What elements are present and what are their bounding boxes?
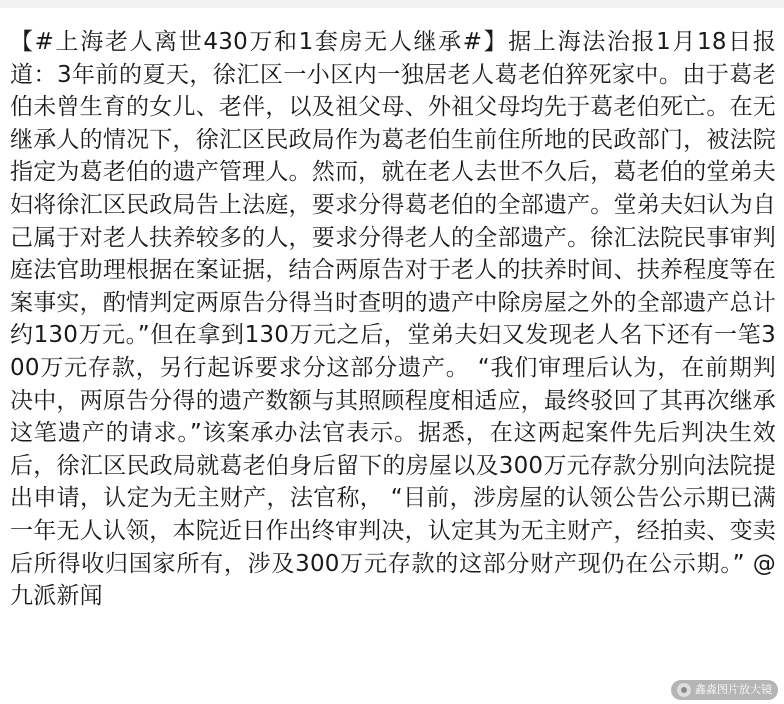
watermark-text: 鑫淼图片放大镜	[695, 683, 772, 696]
news-article-text: 【#上海老人离世430万和1套房无人继承#】据上海法治报1月18日报道：3年前的夏天，徐汇区一小区内一独居老人葛老伯猝死家中。由于葛老伯未曾生育的女儿、老伴，以及祖父母、外祖父母均先于葛老伯死亡。在无继承人的情况下，徐汇区民政局作为葛老伯生前住所地的民政部门，被法院指定为葛老伯的遗产管理人。然而，就在老人去世不久后，葛老伯的堂弟夫妇将徐汇区民政局告上法庭，要求分得葛老伯的全部遗产。堂弟夫妇认为自己属于对老人扶养较多的人，要求分得老人的全部遗产。徐汇法院民事审判庭法官助理根据在案证据，结合两原告对于老人的扶养时间、扶养程度等在案事实，酌情判定两原告分得当时查明的遗产中除房屋之外的全部遗产总计约130万元。”但在拿到130万元之后，堂弟夫妇又发现老人名下还有一笔300万元存款，另行起诉要求分这部分遗产。 “我们审理后认为，在前期判决中，两原告分得的遗产数额与其照顾程度相适应，最终驳回了其再次继承这笔遗产的请求。”该案承办法官表示。据悉，在这两起案件先后判决生效后，徐汇区民政局就葛老伯身后留下的房屋以及300万元存款分别向法院提出申请，认定为无主财产，法官称， “目前，涉房屋的认领公告公示期已满一年无人认领，本院近日作出终审判决，认定其为无主财产，经拍卖、变卖后所得收归国家所有，涉及300万元存款的这部分财产现仍在公示期。” @九派新闻	[10, 29, 776, 610]
watermark-logo-icon	[677, 683, 691, 697]
top-edge-strip	[0, 0, 784, 8]
image-watermark	[671, 680, 778, 700]
